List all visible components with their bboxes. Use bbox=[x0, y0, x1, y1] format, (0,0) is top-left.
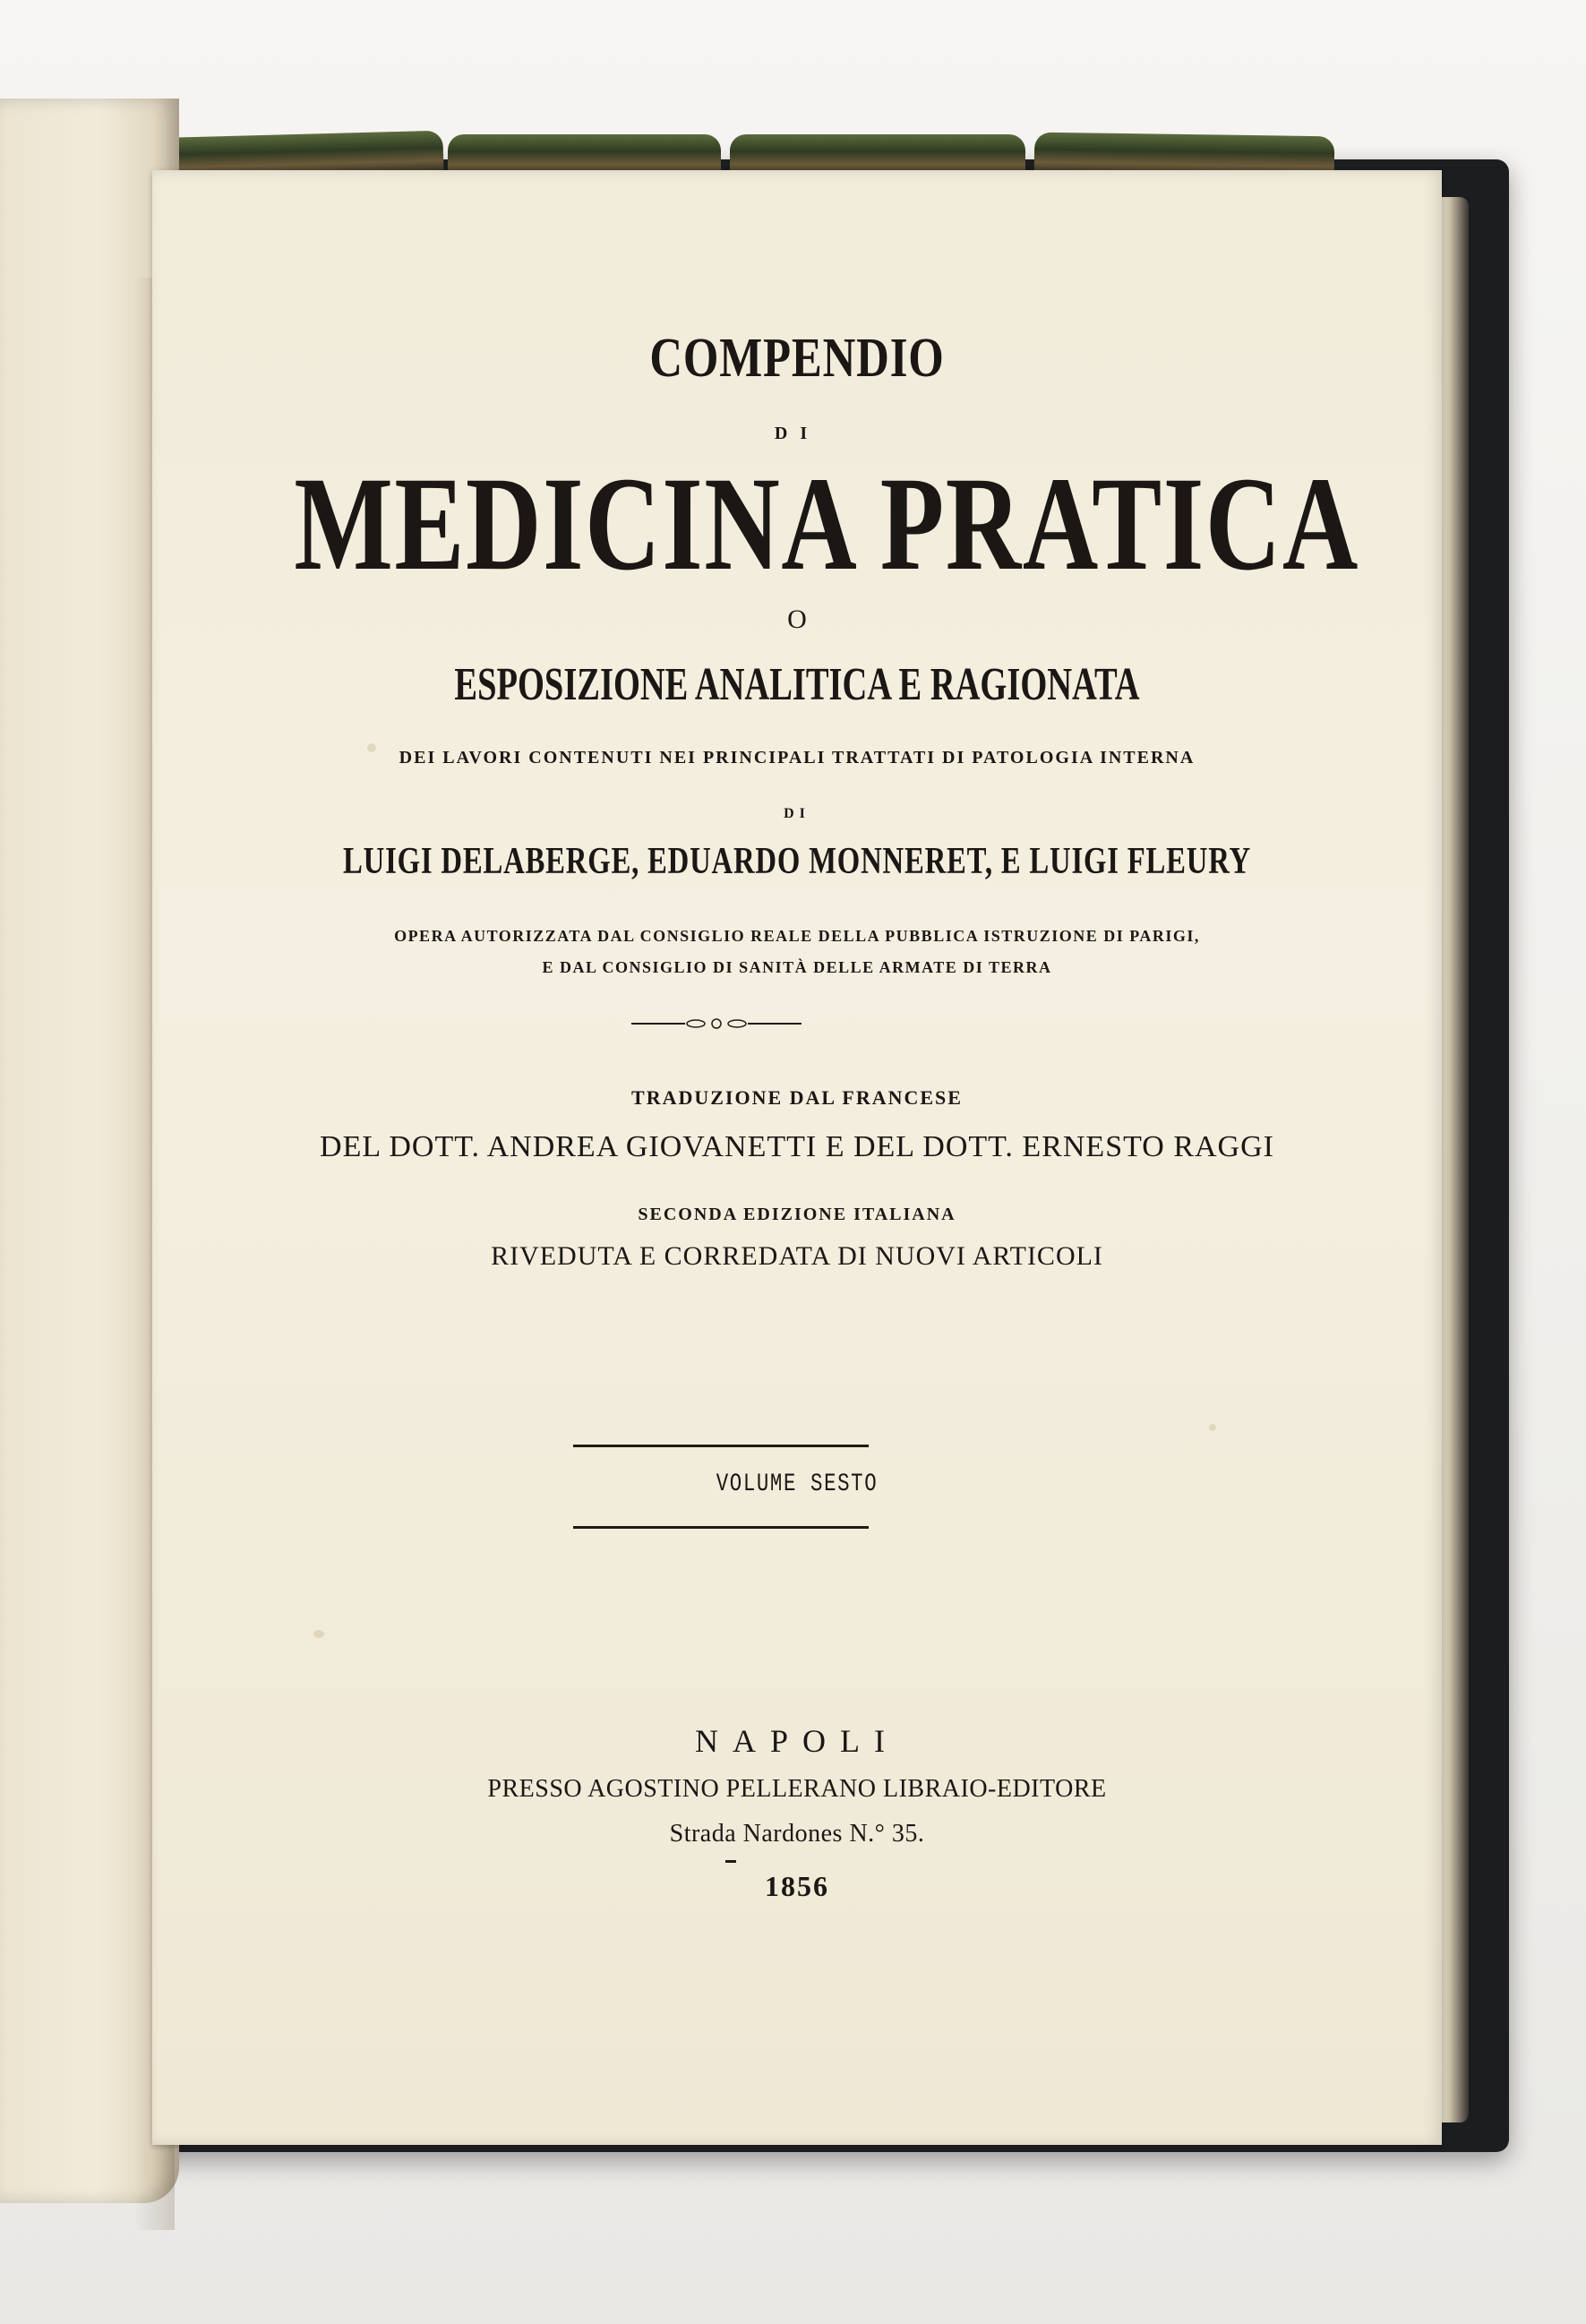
translation-note: TRADUZIONE DAL FRANCESE bbox=[631, 1086, 963, 1109]
imprint-city: NAPOLI bbox=[695, 1723, 899, 1759]
approval-line-1: OPERA AUTORIZZATA DAL CONSIGLIO REALE DELLA PUBBLICA ISTRUZIONE DI PARIGI, bbox=[394, 927, 1200, 945]
edition: SECONDA EDIZIONE ITALIANA bbox=[638, 1205, 956, 1224]
ornament-divider bbox=[631, 1016, 802, 1031]
imprint-publisher: PRESSO AGOSTINO PELLERANO LIBRAIO-EDITORE bbox=[487, 1775, 1107, 1803]
connector-di: DI bbox=[774, 424, 820, 443]
imprint-address: Strada Nardones N.° 35. bbox=[669, 1820, 925, 1848]
volume-rule-top bbox=[573, 1445, 869, 1447]
authors: LUIGI DELABERGE, EDUARDO MONNERET, E LUIGI FLEURY bbox=[343, 841, 1251, 882]
description: DEI LAVORI CONTENUTI NEI PRINCIPALI TRATTATI DI PATOLOGIA INTERNA bbox=[399, 748, 1196, 768]
connector-di-authors: DI bbox=[784, 806, 810, 821]
revision-note: RIVEDUTA E CORREDATA DI NUOVI ARTICOLI bbox=[491, 1241, 1103, 1271]
title-page-content bbox=[152, 170, 1442, 2145]
volume-rule-bottom bbox=[573, 1526, 869, 1529]
imprint-year: 1856 bbox=[765, 1870, 829, 1902]
translators: DEL DOTT. ANDREA GIOVANETTI E DEL DOTT. ERNESTO RAGGI bbox=[320, 1130, 1274, 1163]
main-title: MEDICINA PRATICA bbox=[294, 450, 1359, 598]
volume-label: VOLUME SESTO bbox=[716, 1471, 879, 1498]
work-heading: COMPENDIO bbox=[649, 328, 945, 389]
title-page bbox=[152, 170, 1442, 2145]
imprint-dash bbox=[725, 1860, 736, 1863]
subtitle: ESPOSIZIONE ANALITICA E RAGIONATA bbox=[454, 659, 1140, 710]
approval-line-2: E DAL CONSIGLIO DI SANITÀ DELLE ARMATE DI TERRA bbox=[542, 958, 1052, 976]
connector-o: O bbox=[787, 605, 807, 634]
